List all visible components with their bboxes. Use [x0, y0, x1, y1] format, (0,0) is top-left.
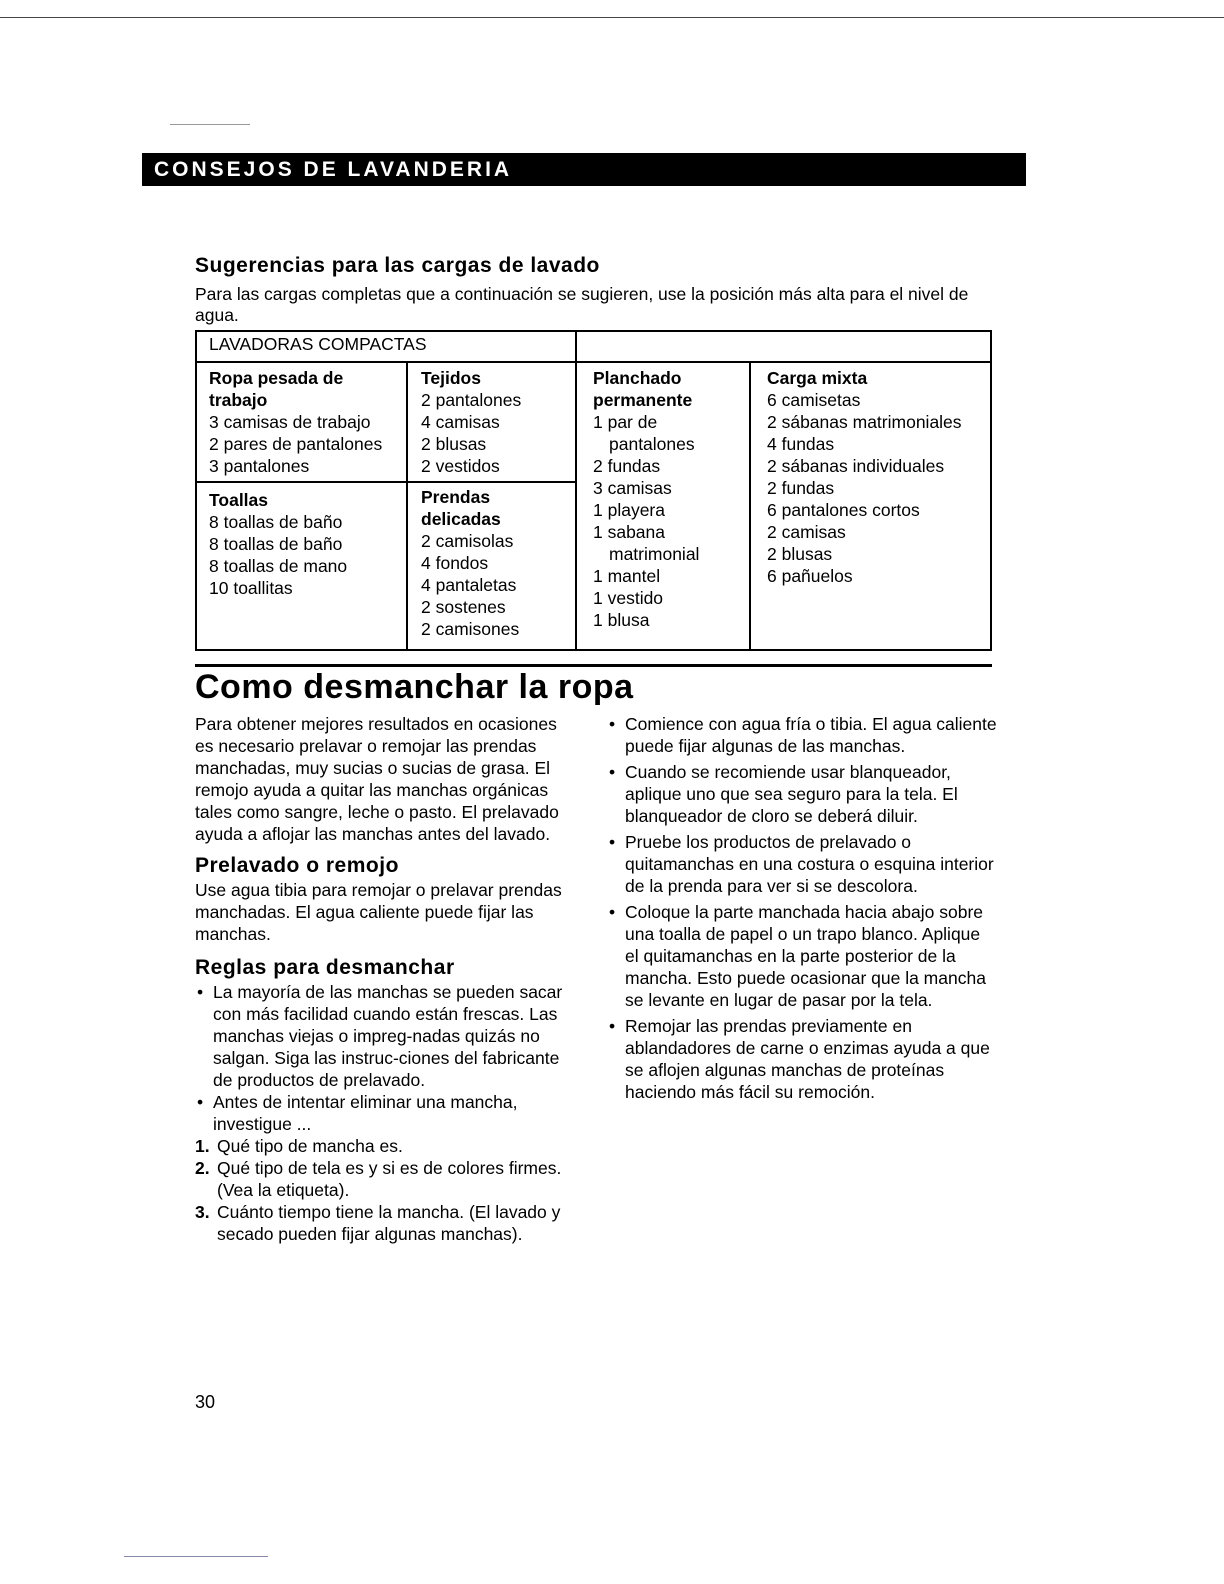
tejidos-cell: [421, 367, 571, 477]
suggestions-title: Sugerencias para las cargas de lavado: [195, 254, 600, 277]
list-item: 2 blusas: [767, 544, 833, 564]
list-item: 4 camisas: [421, 412, 500, 432]
table-header: LAVADORAS COMPACTAS: [209, 334, 427, 354]
rule-item: • Antes de intentar eliminar una mancha, investigue ...: [195, 1091, 565, 1135]
list-item: 4 fundas: [767, 434, 835, 454]
ropa-pesada-title: Ropa pesada de trabajo: [209, 368, 344, 410]
list-item: 2 vestidos: [421, 456, 500, 476]
list-item: 2 sábanas matrimoniales: [767, 412, 962, 432]
step-item: [195, 1201, 565, 1245]
list-item: 8 toallas de baño: [209, 512, 343, 532]
table-divider-main: [575, 330, 577, 651]
tip-item: • Pruebe los productos de prelavado o quitamanchas en una costura o esquina interior de la prenda para ver si se descolora.: [607, 831, 997, 897]
list-item: 3 camisas de trabajo: [209, 412, 371, 432]
table-divider-right: [749, 361, 751, 651]
carga-mixta-cell: [767, 367, 989, 587]
step-item: [195, 1135, 565, 1157]
page-number: 30: [195, 1392, 216, 1412]
planchado-cell: [593, 367, 743, 631]
list-item: 6 pantalones cortos: [767, 500, 920, 520]
prewash-text: Use agua tibia para remojar o prelavar prendas manchadas. El agua caliente puede fijar las manchas.: [195, 880, 562, 944]
planchado-title: Planchado permanente: [593, 368, 693, 410]
prendas-cell: [421, 486, 551, 640]
list-item: 1 playera: [593, 500, 665, 520]
list-item: 3 camisas: [593, 478, 672, 498]
list-item: 6 camisetas: [767, 390, 861, 410]
list-item: 8 toallas de mano: [209, 556, 348, 576]
section-divider: [195, 664, 992, 667]
list-item: 4 pantaletas: [421, 575, 517, 595]
step-number: 3.: [195, 1202, 210, 1222]
table-row-divider: [195, 481, 576, 483]
rule-item: • La mayoría de las manchas se pueden sacar con más facilidad cuando están frescas. Las manchas viejas o impreg-nadas quizás no salgan. Siga las instruc-ciones del fabricante de productos de prelavado.: [195, 981, 565, 1091]
prewash-title: Prelavado o remojo: [195, 854, 399, 877]
list-item: 10 toallitas: [209, 578, 293, 598]
step-item: [195, 1157, 565, 1201]
list-item: 2 fundas: [767, 478, 835, 498]
list-item: 2 pantalones: [421, 390, 522, 410]
list-item: 6 pañuelos: [767, 566, 853, 586]
list-item: 2 camisones: [421, 619, 520, 639]
step-number: 1.: [195, 1136, 210, 1156]
table-divider-left: [406, 361, 408, 651]
tip-item: • Comience con agua fría o tibia. El agua caliente puede fijar algunas de las manchas.: [607, 713, 997, 757]
left-column: [195, 713, 565, 1245]
toallas-cell: [209, 489, 405, 599]
tip-item: • Coloque la parte manchada hacia abajo sobre una toalla de papel o un trapo blanco. Aplique el quitamanchas en la parte posterior de la mancha. Esto puede ocasionar que la mancha se levante en lugar de pasar por la tela.: [607, 901, 997, 1011]
step-number: 2.: [195, 1158, 210, 1178]
list-item: 3 pantalones: [209, 456, 310, 476]
ropa-pesada-cell: [209, 367, 405, 477]
list-item: 2 blusas: [421, 434, 487, 454]
section-header-bar: CONSEJOS DE LAVANDERIA: [142, 153, 1026, 186]
table-header-divider: [195, 361, 992, 363]
right-column: [607, 713, 997, 1103]
list-item: 1 vestido: [593, 588, 664, 608]
carga-mixta-title: Carga mixta: [767, 368, 868, 388]
list-item: 1 sabana matrimonial: [593, 522, 700, 564]
rules-title: Reglas para desmanchar: [195, 956, 455, 979]
step-text: Qué tipo de tela es y si es de colores firmes. (Vea la etiqueta).: [217, 1158, 562, 1200]
list-item: 8 toallas de baño: [209, 534, 343, 554]
toallas-title: Toallas: [209, 490, 269, 510]
list-item: 2 sábanas individuales: [767, 456, 945, 476]
top-rule: [0, 17, 1224, 18]
bottom-rule: [124, 1556, 268, 1557]
list-item: 1 par de pantalones: [593, 412, 695, 454]
tip-item: • Cuando se recomiende usar blanqueador, aplique uno que sea seguro para la tela. El blanqueador de cloro se deberá diluir.: [607, 761, 997, 827]
list-item: 1 blusa: [593, 610, 650, 630]
list-item: 2 camisas: [767, 522, 846, 542]
suggestions-intro: Para las cargas completas que a continuación se sugieren, use la posición más alta para el nivel de agua.: [195, 284, 969, 325]
list-item: 2 sostenes: [421, 597, 506, 617]
tip-item: • Remojar las prendas previamente en ablandadores de carne o enzimas ayuda a que se aflojen algunas manchas de proteínas haciendo más fácil su remoción.: [607, 1015, 997, 1103]
prendas-title: Prendas delicadas: [421, 487, 501, 529]
step-text: Qué tipo de mancha es.: [217, 1136, 403, 1156]
list-item: 2 pares de pantalones: [209, 434, 383, 454]
stain-intro: Para obtener mejores resultados en ocasiones es necesario prelavar o remojar las prendas manchadas, muy sucias o sucias de grasa. El remojo ayuda a quitar las manchas orgánicas tales como sangre, leche o pasto. El prelavado ayuda a aflojar las manchas antes del lavado.: [195, 714, 559, 844]
stain-section-title: Como desmanchar la ropa: [195, 668, 634, 706]
list-item: 2 camisolas: [421, 531, 514, 551]
step-text: Cuánto tiempo tiene la mancha. (El lavado y secado pueden fijar algunas manchas).: [217, 1202, 561, 1244]
list-item: 1 mantel: [593, 566, 661, 586]
list-item: 4 fondos: [421, 553, 489, 573]
list-item: 2 fundas: [593, 456, 661, 476]
tejidos-title: Tejidos: [421, 368, 481, 388]
top-short-rule: [170, 124, 250, 125]
